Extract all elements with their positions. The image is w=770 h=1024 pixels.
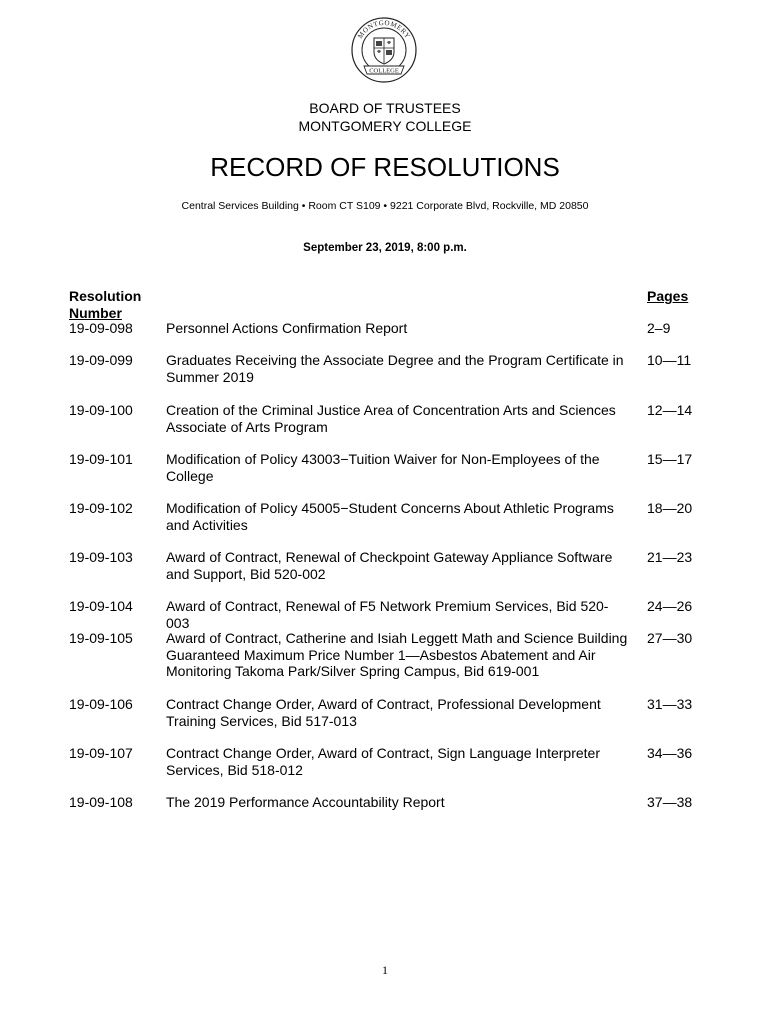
resolution-pages: 2–9	[647, 320, 671, 336]
resolution-title: Personnel Actions Confirmation Report	[166, 320, 408, 336]
resolution-pages: 18—20	[647, 500, 693, 516]
resolution-number: 19-09-103	[69, 549, 133, 565]
resolution-number: 19-09-102	[69, 500, 133, 516]
resolution-pages: 31—33	[647, 696, 693, 712]
resolution-title: Award of Contract, Renewal of F5 Network Premium Services, Bid 520-003	[166, 598, 609, 631]
meeting-address: Central Services Building • Room CT S109 • 9221 Corporate Blvd, Rockville, MD 20850	[181, 200, 589, 212]
resolution-pages: 24—26	[647, 598, 693, 614]
meeting-date: September 23, 2019, 8:00 p.m.	[303, 242, 467, 254]
board-line-2: MONTGOMERY COLLEGE	[298, 118, 472, 134]
resolution-title: Contract Change Order, Award of Contract, Sign Language Interpreter Services, Bid 518-012	[166, 745, 600, 778]
resolution-pages: 15—17	[647, 451, 693, 467]
resolution-number: 19-09-100	[69, 402, 133, 418]
resolution-pages: 10—11	[647, 352, 692, 368]
resolution-title: The 2019 Performance Accountability Report	[166, 794, 445, 810]
page-title: RECORD OF RESOLUTIONS	[210, 152, 560, 182]
resolution-header-line1: Resolution	[69, 288, 142, 304]
resolution-header-line2: Number	[69, 305, 122, 321]
svg-text:COLLEGE: COLLEGE	[369, 67, 399, 75]
resolution-title: Graduates Receiving the Associate Degree and the Program Certificate in Summer 2019	[166, 352, 624, 385]
resolution-number: 19-09-107	[69, 745, 133, 761]
resolution-pages: 37—38	[647, 794, 693, 810]
svg-text:MONTGOMERY: MONTGOMERY	[356, 18, 412, 41]
resolution-number: 19-09-105	[69, 630, 133, 646]
resolution-pages: 12—14	[647, 402, 693, 418]
resolution-number: 19-09-101	[69, 451, 133, 467]
resolution-number: 19-09-098	[69, 320, 133, 336]
board-line-1: BOARD OF TRUSTEES	[309, 100, 461, 116]
resolution-title: Contract Change Order, Award of Contract, Professional Development Training Services, Bid 517-013	[166, 696, 601, 729]
resolution-pages: 27—30	[647, 630, 693, 646]
resolution-number: 19-09-106	[69, 696, 133, 712]
resolution-title: Modification of Policy 45005−Student Concerns About Athletic Programs and Activities	[166, 500, 614, 533]
resolution-pages: 34—36	[647, 745, 693, 761]
resolution-number: 19-09-099	[69, 352, 133, 368]
resolution-title: Modification of Policy 43003−Tuition Waiver for Non-Employees of the College	[166, 451, 600, 484]
resolution-number: 19-09-108	[69, 794, 133, 810]
pages-header: Pages	[647, 288, 689, 304]
resolution-title: Award of Contract, Catherine and Isiah Leggett Math and Science Building Guaranteed Maximum Price Number 1—Asbestos Abatement and Air Monitoring Takoma Park/Silver Spring Campus, Bid 619-001	[166, 630, 628, 679]
resolution-number: 19-09-104	[69, 598, 133, 614]
page-number: 1	[382, 963, 388, 977]
resolution-title: Award of Contract, Renewal of Checkpoint Gateway Appliance Software and Support, Bid 520-002	[166, 549, 613, 582]
resolution-pages: 21—23	[647, 549, 693, 565]
resolution-title: Creation of the Criminal Justice Area of Concentration Arts and Sciences Associate of Arts Program	[166, 402, 616, 435]
